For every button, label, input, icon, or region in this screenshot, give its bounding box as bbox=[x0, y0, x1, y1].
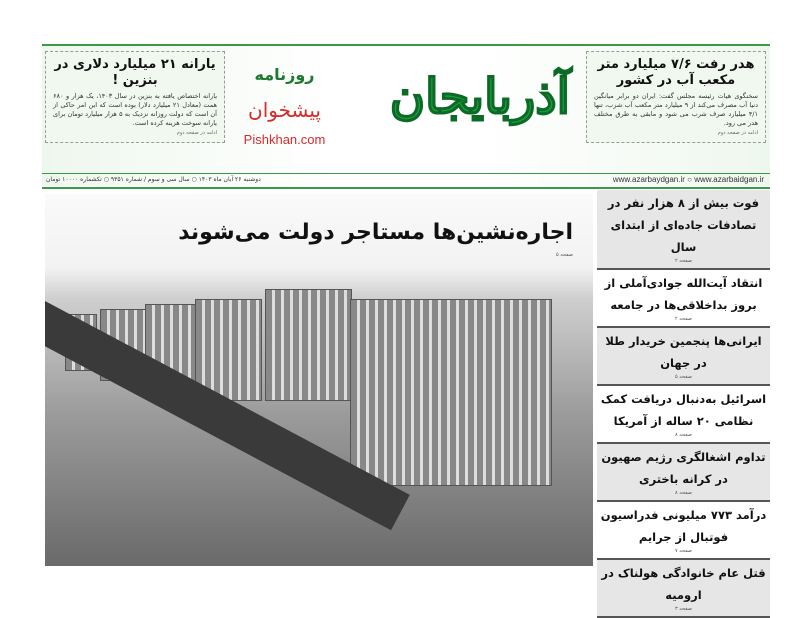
main-photo bbox=[45, 194, 593, 566]
headline-text: ایرانی‌ها پنجمین خریدار طلا در جهان bbox=[605, 334, 762, 370]
page-ref: صفحه ۲ bbox=[675, 258, 692, 264]
right-box-body: سخنگوی هیات رئیسه مجلس گفت: ایران دو برابر میانگین دنیا آب مصرف می‌کند از ۹ میلیارد متر مکعب آب شرب، تنها ۴/۱ میلیارد صرف شرب می شود و مابقی به طرق مختلف هدر می رود. bbox=[594, 92, 758, 127]
issue-date: دوشنبه ۲۶ آبان ماه ۱۴۰۳ ○ سال سی و سوم / شماره ۹۳۵۱ ○ تکشماره ۱۰۰۰۰ تومان bbox=[46, 176, 261, 183]
right-box-title: هدر رفت ۷/۶ میلیارد متر مکعب آب در کشور bbox=[597, 57, 755, 88]
sidebar-headline[interactable] bbox=[597, 190, 770, 270]
left-box-title: یارانه ۲۱ میلیارد دلاری در بنزین ! bbox=[54, 57, 216, 88]
logo-subtitle: روزنامه bbox=[254, 65, 315, 84]
headline-text: انتقاد آیت‌الله جوادی‌آملی از بروز بداخلاقی‌ها در جامعه bbox=[604, 276, 763, 312]
building bbox=[350, 299, 552, 486]
page-ref: صفحه ۸ bbox=[675, 432, 692, 438]
sidebar-headlines bbox=[597, 190, 770, 618]
left-box-continued: ادامه در صفحه دوم bbox=[176, 130, 217, 136]
sidebar-headline[interactable] bbox=[597, 502, 770, 560]
sidebar-headline[interactable] bbox=[597, 560, 770, 618]
main-headline-page: صفحه ۵ bbox=[556, 252, 573, 258]
watermark: پیشخوان bbox=[248, 98, 321, 122]
page-ref: صفحه ۳ bbox=[675, 606, 692, 612]
main-headline[interactable]: اجاره‌نشین‌ها مستاجر دولت می‌شوند bbox=[178, 220, 573, 245]
headline-text: تداوم اشغالگری رژیم صهیون در کرانه باختری bbox=[601, 450, 766, 486]
headline-text: قتل عام خانوادگی هولناک در ارومیه bbox=[601, 566, 766, 602]
sidebar-headline[interactable] bbox=[597, 444, 770, 502]
left-news-box[interactable] bbox=[45, 51, 225, 143]
headline-text: فوت بیش از ۸ هزار نفر در تصادفات جاده‌ای از ابتدای سال bbox=[607, 196, 760, 254]
logo-title: آذربایجان bbox=[389, 69, 570, 125]
headline-text: اسرائیل به‌دنبال دریافت کمک نظامی ۲۰ ساله از آمریکا bbox=[600, 392, 767, 428]
page-ref: صفحه ۸ bbox=[675, 490, 692, 496]
websites[interactable]: www.azarbaydgan.ir ○ www.azarbaidgan.ir bbox=[612, 175, 764, 184]
building bbox=[265, 289, 352, 401]
page-ref: صفحه ۲ bbox=[675, 316, 692, 322]
page-ref: صفحه ۵ bbox=[675, 374, 692, 380]
headline-text: درآمد ۷۷۳ میلیونی فدراسیون فوتبال از جرایم bbox=[600, 508, 767, 544]
newspaper-logo bbox=[242, 52, 570, 168]
sidebar-headline[interactable] bbox=[597, 328, 770, 386]
sidebar-headline[interactable] bbox=[597, 270, 770, 328]
watermark-url: Pishkhan.com bbox=[243, 132, 326, 147]
masthead bbox=[42, 44, 770, 186]
left-box-body: یارانه اختصاص یافته به بنزین در سال ۱۴۰۳، یک هزار و ۶۸۰ همت (معادل ۲۱ میلیارد دلار) بوده است که این امر حاکی از آن است که دولت روزانه نزدیک به ۵ هزار میلیارد تومان برای یارانه سوخت هزینه کرده است. bbox=[53, 92, 218, 127]
sidebar-headline[interactable] bbox=[597, 386, 770, 444]
dateline bbox=[42, 173, 770, 189]
right-box-continued: ادامه در صفحه دوم bbox=[717, 130, 758, 136]
page-ref: صفحه ۷ bbox=[675, 548, 692, 554]
newspaper-page bbox=[42, 44, 770, 612]
right-news-box[interactable] bbox=[586, 51, 766, 143]
